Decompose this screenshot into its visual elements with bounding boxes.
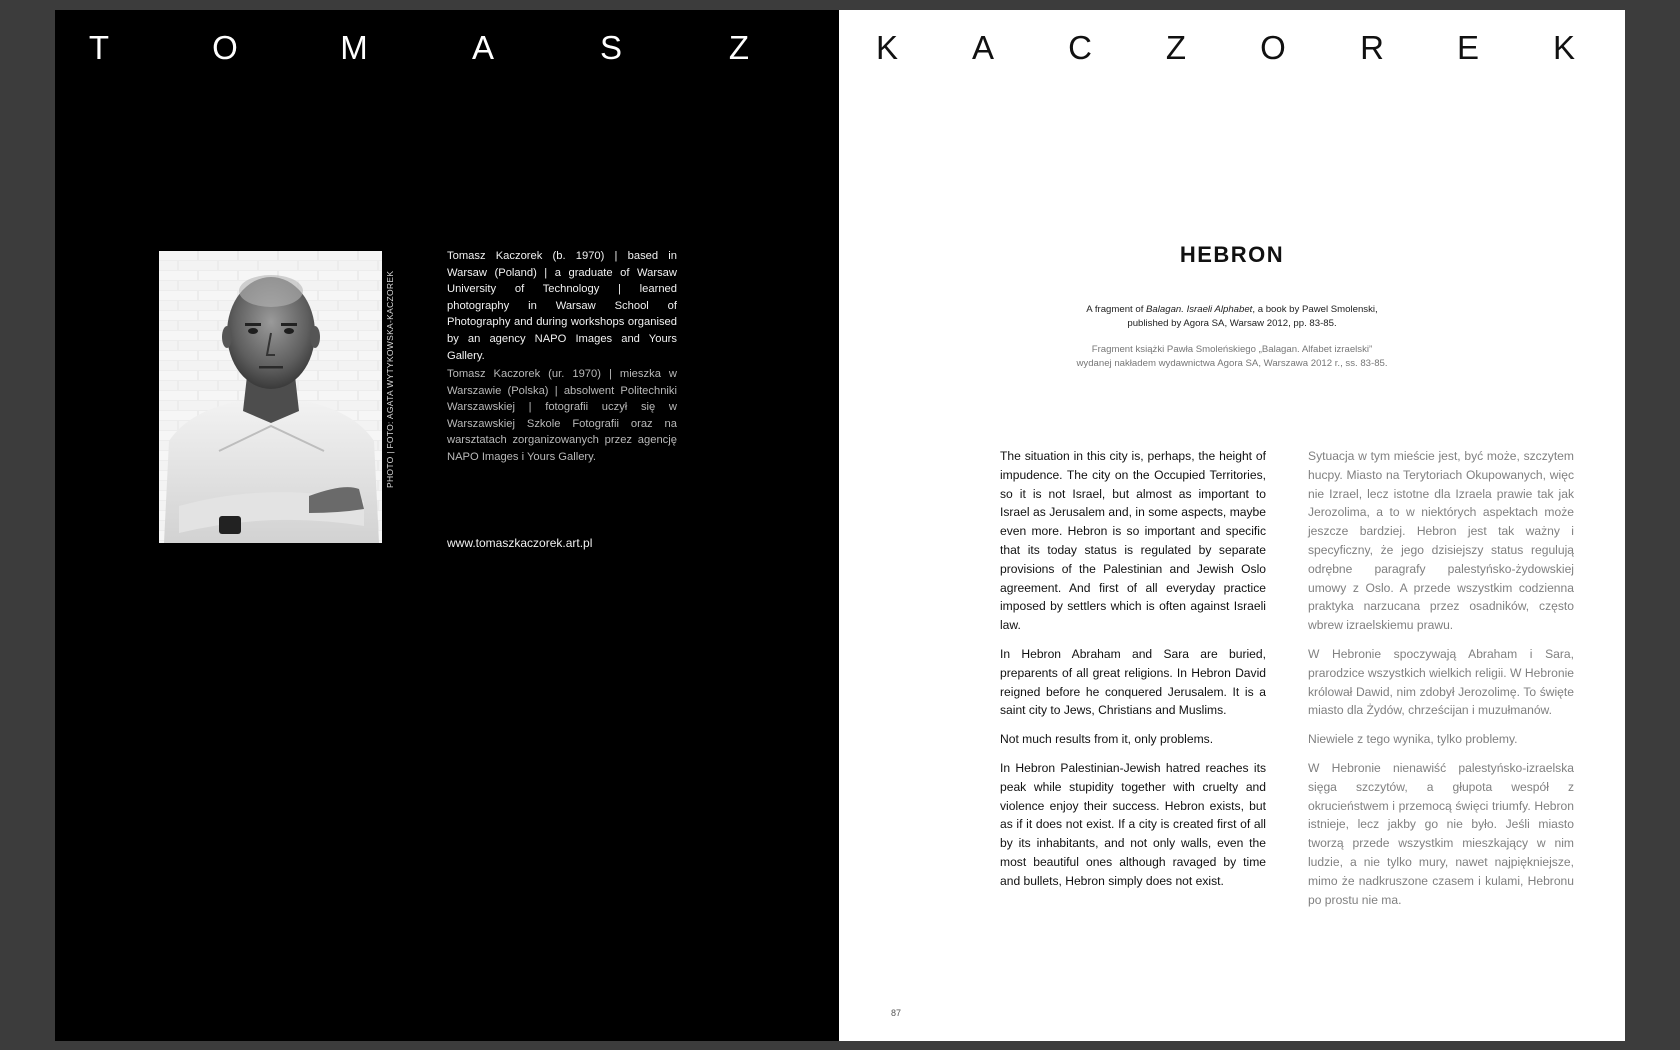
name-letter: O: [212, 29, 238, 66]
name-letter: O: [1260, 29, 1286, 66]
book-spread: [55, 10, 1625, 1041]
name-letter: E: [1456, 29, 1479, 66]
paragraph: Sytuacja w tym mieście jest, być może, szczytem hucpy. Miasto na Terytoriach Okupowanych, więc nie Izrael, lecz istotne dla Izraela prawie tak jak Jerozolima, a to w niektórych aspektach może jeszcze bardziej. Hebron jest tak ważny i specyficzny, że jego dzisiejszy status regulują odrębne paragrafy palestyńsko-żydowskiej umowy z Oslo. A przede wszystkim codzienna praktyka narzucana przez osadników, często wbrew izraelskiemu prawu.: [1308, 449, 1574, 633]
paragraph: Not much results from it, only problems.: [1000, 732, 1214, 747]
name-letter: S: [599, 29, 622, 66]
author-portrait-photo: [159, 251, 382, 543]
paragraph: In Hebron Abraham and Sara are buried, preparents of all great religions. In Hebron David reigned before he conquered Jerusalem. It is a saint city to Jews, Christians and Muslims.: [1000, 646, 1266, 718]
article-column-english: [1000, 447, 1266, 901]
photo-credit: PHOTO | FOTO: AGATA WYTYKOWSKA-KACZOREK: [385, 270, 395, 488]
right-page: [839, 10, 1625, 1041]
paragraph: In Hebron Palestinian-Jewish hatred reaches its peak while stupidity together with cruelty and violence enjoy their success. Hebron exists, but as if it does not exist. If a city is created first of all by its inhabitants, and not only walls, even the most beautiful ones although ravaged by time and bullets, Hebron simply does not exist.: [1000, 760, 1266, 888]
name-letter: T: [88, 29, 110, 66]
name-letter: R: [1360, 29, 1384, 66]
name-letter: C: [1068, 29, 1092, 66]
article-column-polish: [1308, 447, 1574, 919]
name-letter: A: [971, 29, 994, 66]
paragraph: W Hebronie spoczywają Abraham i Sara, prarodzice wszystkich wielkich religii. W Hebronie królował Dawid, nim zdobył Jerozolimę. To święte miasto dla Żydów, chrześcijan i muzułmanów.: [1308, 646, 1574, 718]
source-note-english: A fragment of Balagan. Israeli Alphabet, a book by Pawel Smolenski, published by Agora SA, Warsaw 2012, pp. 83-85.: [1086, 304, 1378, 329]
paragraph: The situation in this city is, perhaps, the height of impudence. The city on the Occupied Territories, so it is not Israel, but almost as important to Israel as Jerusalem and, in some aspects, maybe even more. Hebron is so important and specific that its today status is regulated by separate provisions of the Palestinian and Jewish Oslo agreement. And first of all everyday practice imposed by settlers which is often against Israeli law.: [1000, 449, 1266, 633]
article-title: HEBRON: [1179, 242, 1285, 267]
name-letter: Z: [728, 29, 750, 66]
website-link[interactable]: www.tomaszkaczorek.art.pl: [447, 536, 593, 550]
name-letter: A: [471, 29, 494, 66]
paragraph: Niewiele z tego wynika, tylko problemy.: [1308, 732, 1518, 747]
name-letter: Z: [1165, 29, 1187, 66]
bio-polish: Tomasz Kaczorek (ur. 1970) | mieszka w Warszawie (Polska) | absolwent Politechniki Warszawskiej | fotografii uczył się w Warszawskiej Szkole Fotografii oraz na warsztatach zorganizowanych przez agencję NAPO Images i Yours Gallery.: [447, 368, 677, 463]
paragraph: W Hebronie nienawiść palestyńsko-izraelska sięga szczytów, a głupota wespół z okrucieństwem i przemocą święci triumfy. Hebron istnieje, lecz jakby go nie było. Jeśli miasto tworzą przede wszystkim mieszkający w nim ludzie, a nie tylko mury, nawet najpiękniejsze, mimo że nadkruszone czasem i kulami, Hebronu po prostu nie ma.: [1308, 760, 1574, 907]
source-note-polish: Fragment książki Pawła Smoleńskiego „Balagan. Alfabet izraelski” wydanej nakładem wydawnictwa Agora SA, Warszawa 2012 r., ss. 83-85.: [1076, 344, 1388, 369]
name-letter: K: [1552, 29, 1575, 66]
name-letter: M: [340, 29, 368, 66]
left-page: [55, 10, 839, 1041]
page-number: 87: [891, 1008, 902, 1018]
name-letter: K: [875, 29, 898, 66]
bio-english: Tomasz Kaczorek (b. 1970) | based in Warsaw (Poland) | a graduate of Warsaw University of Technology | learned photography in Warsaw School of Photography and during workshops organised by an agency NAPO Images and Yours Gallery.: [447, 250, 677, 362]
